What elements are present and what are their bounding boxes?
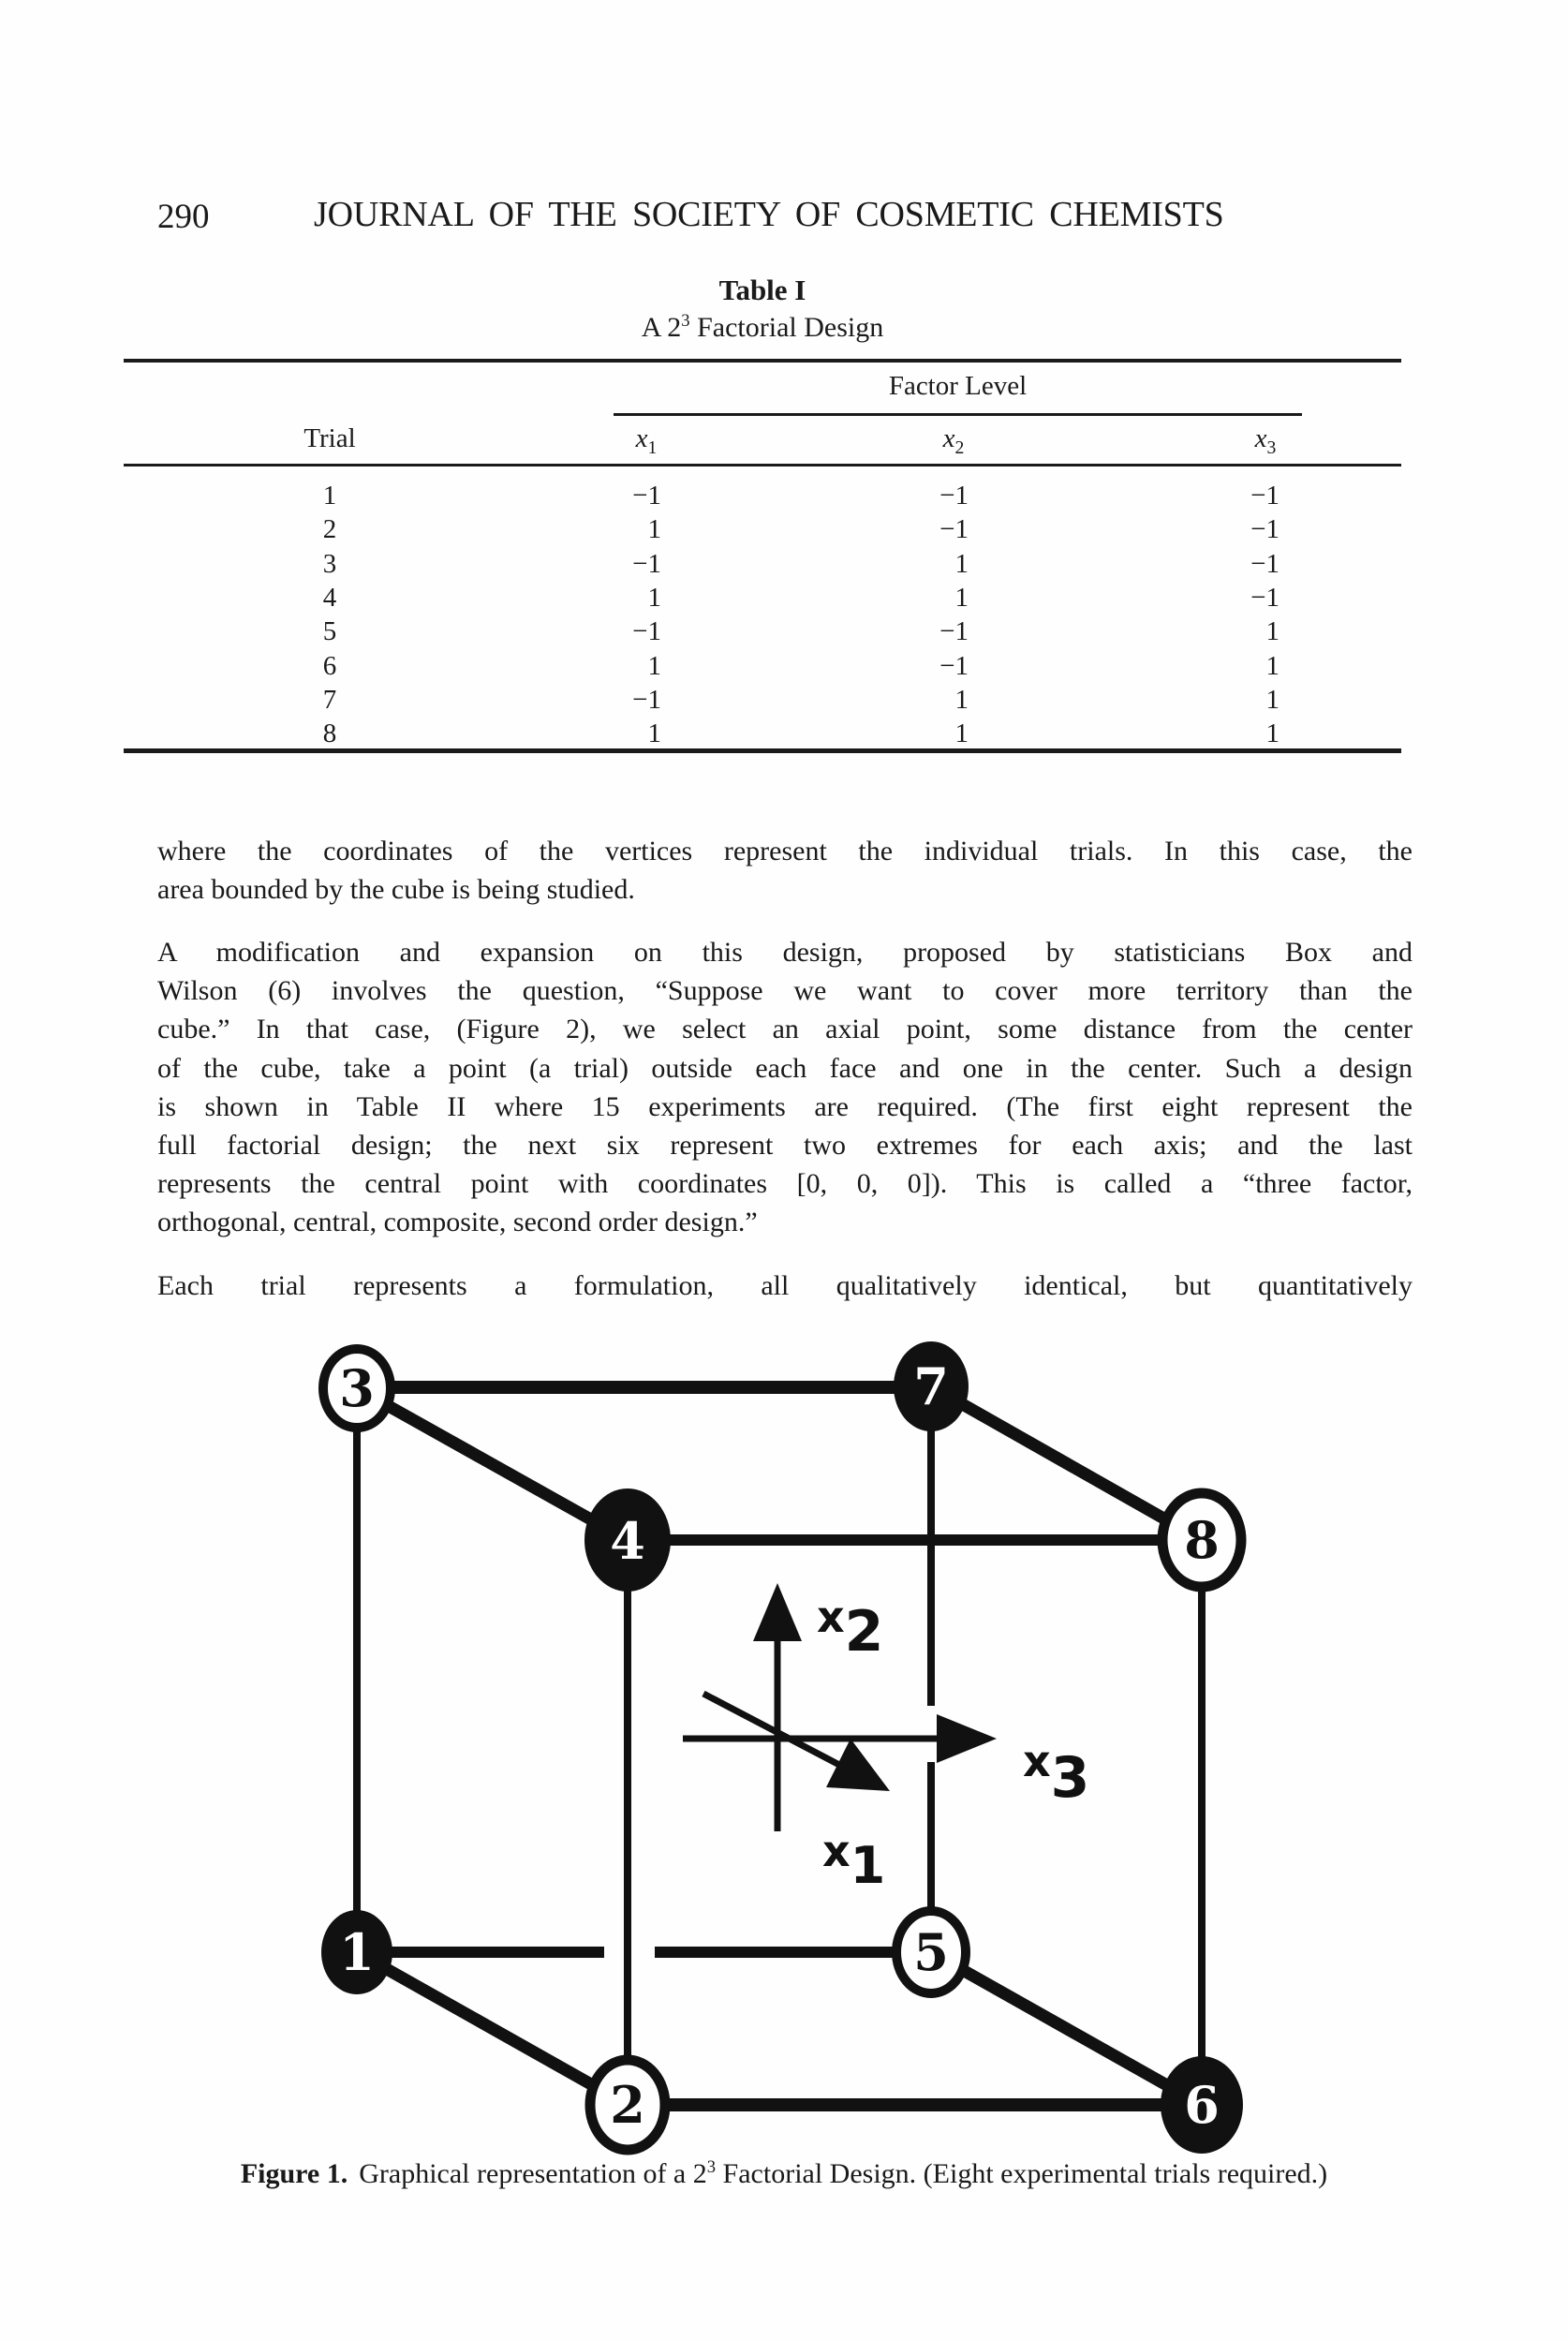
table-subtitle-prefix: A 2 bbox=[641, 312, 682, 343]
x1-base: x bbox=[635, 423, 648, 453]
cell-x1: −1 bbox=[632, 481, 661, 511]
page-number: 290 bbox=[157, 198, 210, 236]
cell-x2: −1 bbox=[939, 616, 969, 646]
cell-x2: −1 bbox=[939, 651, 969, 681]
vertex-8-label: 8 bbox=[1184, 1510, 1220, 1570]
figure-caption-prefix: Graphical representation of a 2 bbox=[359, 2158, 707, 2189]
factorial-design-cube-figure bbox=[0, 1311, 1568, 2166]
body-line: where the coordinates of the vertices represent the individual trials. In this case, the bbox=[157, 836, 1413, 866]
table-subtitle bbox=[124, 312, 1401, 344]
cell-trial: 3 bbox=[322, 549, 337, 579]
body-line: orthogonal, central, composite, second order design.” bbox=[157, 1207, 758, 1238]
edge-3-4 bbox=[357, 1388, 628, 1540]
cell-x3: 1 bbox=[1265, 718, 1280, 748]
cell-x1: 1 bbox=[647, 583, 661, 613]
cell-x3: 1 bbox=[1265, 651, 1280, 681]
table-row bbox=[0, 616, 1568, 646]
cell-x1: −1 bbox=[632, 685, 661, 715]
cell-x2: 1 bbox=[954, 549, 969, 579]
cell-x3: −1 bbox=[1250, 514, 1280, 544]
body-line: Each trial represents a formulation, all qualitatively identical, but quantitatively bbox=[157, 1270, 1413, 1301]
table-subtitle-superscript: 3 bbox=[681, 311, 690, 331]
body-line: cube.” In that case, (Figure 2), we select an axial point, some distance from the center bbox=[157, 1014, 1413, 1045]
vertex-7-label: 7 bbox=[913, 1356, 949, 1416]
cell-x3: −1 bbox=[1250, 549, 1280, 579]
body-line: is shown in Table II where 15 experiments are required. (The first eight represent the bbox=[157, 1090, 1413, 1122]
cube-vertices bbox=[321, 1341, 1243, 2154]
journal-header-title: JOURNAL OF THE SOCIETY OF COSMETIC CHEMISTS bbox=[314, 195, 1224, 234]
body-line: of the cube, take a point (a trial) outside each face and one in the center. Such a design bbox=[157, 1052, 1413, 1084]
table-subtitle-suffix: Factorial Design bbox=[689, 312, 884, 343]
x1-axis-label: x1 bbox=[822, 1826, 886, 1895]
body-line: represents the central point with coordinates [0, 0, 0]). This is called a “three factor, bbox=[157, 1168, 1413, 1200]
figure-caption bbox=[0, 2158, 1568, 2190]
cell-trial: 4 bbox=[322, 583, 337, 613]
paragraph bbox=[157, 933, 1413, 1242]
figure-caption-label: Figure 1. bbox=[240, 2158, 348, 2189]
cell-x3: −1 bbox=[1250, 481, 1280, 511]
edge-1-2 bbox=[357, 1952, 628, 2105]
table-header-rule bbox=[124, 464, 1401, 467]
figure-caption-suffix: Factorial Design. (Eight experimental trials required.) bbox=[716, 2158, 1328, 2189]
cell-trial: 5 bbox=[322, 616, 337, 646]
table-row bbox=[0, 583, 1568, 613]
edge-7-8 bbox=[931, 1386, 1202, 1540]
table-row bbox=[0, 651, 1568, 681]
vertex-1-label: 1 bbox=[339, 1922, 375, 1982]
table-header-x3 bbox=[1209, 423, 1322, 458]
x2-axis-arrowhead bbox=[753, 1583, 802, 1641]
cell-x2: 1 bbox=[954, 583, 969, 613]
table-top-rule bbox=[124, 359, 1401, 363]
x3-sub: 3 bbox=[1266, 437, 1277, 458]
cell-x1: −1 bbox=[632, 549, 661, 579]
body-line: A modification and expansion on this design, proposed by statisticians Box and bbox=[157, 937, 1413, 968]
x2-axis-label: x2 bbox=[817, 1592, 884, 1665]
table-row bbox=[0, 549, 1568, 579]
cell-trial: 1 bbox=[322, 481, 337, 511]
table-row bbox=[0, 718, 1568, 748]
vertex-3-label: 3 bbox=[339, 1358, 375, 1418]
table-header-trial: Trial bbox=[303, 423, 356, 453]
table-title: Table I bbox=[718, 274, 806, 306]
x3-base: x bbox=[1254, 423, 1267, 453]
cell-trial: 8 bbox=[322, 718, 337, 748]
cell-x2: 1 bbox=[954, 685, 969, 715]
table-group-rule bbox=[614, 413, 1302, 416]
cell-x1: 1 bbox=[647, 514, 661, 544]
body-line: area bounded by the cube is being studied. bbox=[157, 874, 635, 906]
cell-x3: 1 bbox=[1265, 616, 1280, 646]
table-header-x1 bbox=[590, 423, 703, 458]
x2-sub: 2 bbox=[954, 437, 965, 458]
paragraph bbox=[157, 1266, 1413, 1305]
vertex-2-label: 2 bbox=[610, 2075, 645, 2135]
paragraph bbox=[157, 832, 1413, 909]
edge-5-6 bbox=[931, 1952, 1202, 2105]
vertex-5-label: 5 bbox=[913, 1922, 949, 1982]
cell-x3: −1 bbox=[1250, 583, 1280, 613]
table-header-x2 bbox=[897, 423, 1010, 458]
cell-x2: −1 bbox=[939, 514, 969, 544]
table-group-header: Factor Level bbox=[888, 371, 1028, 401]
table-row bbox=[0, 481, 1568, 511]
cell-x1: −1 bbox=[632, 616, 661, 646]
x3-axis-label: x3 bbox=[1023, 1736, 1090, 1811]
cell-trial: 2 bbox=[322, 514, 337, 544]
cell-x3: 1 bbox=[1265, 685, 1280, 715]
x1-sub: 1 bbox=[647, 437, 658, 458]
table-bottom-rule bbox=[124, 748, 1401, 753]
cell-x2: 1 bbox=[954, 718, 969, 748]
cell-trial: 6 bbox=[322, 651, 337, 681]
cell-trial: 7 bbox=[322, 685, 337, 715]
x1-axis-line bbox=[703, 1694, 841, 1766]
table-row bbox=[0, 514, 1568, 544]
cell-x2: −1 bbox=[939, 481, 969, 511]
x2-base: x bbox=[942, 423, 955, 453]
cell-x1: 1 bbox=[647, 651, 661, 681]
vertex-6-label: 6 bbox=[1184, 2075, 1220, 2135]
body-line: Wilson (6) involves the question, “Suppose we want to cover more territory than the bbox=[157, 975, 1413, 1007]
x3-axis-arrowhead bbox=[937, 1714, 997, 1763]
body-line: full factorial design; the next six represent two extremes for each axis; and the last bbox=[157, 1130, 1413, 1162]
vertex-4-label: 4 bbox=[610, 1511, 645, 1571]
table-row bbox=[0, 685, 1568, 715]
cell-x1: 1 bbox=[647, 718, 661, 748]
figure-caption-superscript: 3 bbox=[706, 2157, 717, 2177]
